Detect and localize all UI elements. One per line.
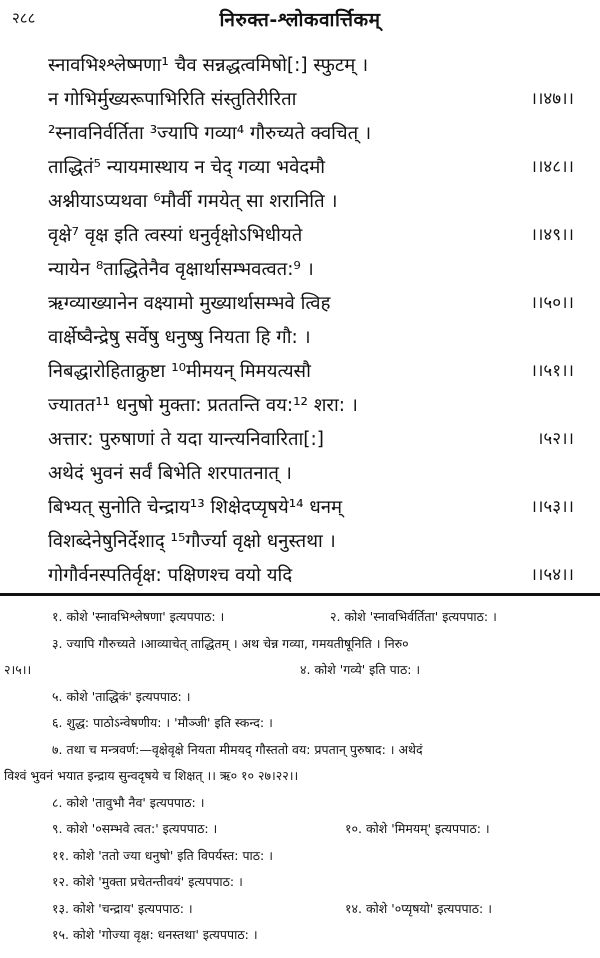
footnote-line xyxy=(0,763,600,790)
footnote-divider xyxy=(0,593,600,596)
page-number: २८८ xyxy=(12,9,36,27)
footnote-text: २. कोशे 'स्नावभिर्वर्तिता' इत्यपपाठ: । xyxy=(330,609,497,624)
verse-line xyxy=(0,560,600,594)
footnote-text: १५. कोशे 'गोज्या वृक्ष: धनस्तथा' इत्यपपाठ: । xyxy=(52,927,258,942)
footnote-text: ४. कोशे 'गव्ये' इति पाठ: । xyxy=(300,662,421,677)
verse-line xyxy=(0,322,600,356)
verse-line xyxy=(0,526,600,560)
footnote-line xyxy=(0,737,600,764)
page-header xyxy=(0,6,600,32)
verse-line xyxy=(0,424,600,458)
footnote-line xyxy=(0,896,600,923)
verse-number: ।।५०।। xyxy=(530,293,574,313)
footnote-text: ७. तथा च मन्त्रवर्ण:—वृक्षेवृक्षे नियता मीमयद् गौस्ततो वय: प्रपतान् पुरुषाद: । अथेदं xyxy=(52,741,423,757)
verse-text: अथेदं भुवनं सर्वं बिभेति शरपातनात् । xyxy=(48,463,292,484)
verse-text: ज्यातत¹¹ धनुषो मुक्ता: प्रततन्ति वय:¹² शरा: । xyxy=(48,395,358,416)
verse-number: ।५२।। xyxy=(536,429,574,449)
footnote-text: १४. कोशे '०प्यृषयो' इत्यपपाठ: । xyxy=(345,900,492,916)
footnote-text: ५. कोशे 'ताद्धिकं' इत्यपपाठ: । xyxy=(52,688,191,704)
footnote-line xyxy=(0,710,600,737)
footnote-line xyxy=(0,684,600,711)
verse-text: वार्क्षेष्वैन्द्रेषु सर्वेषु धनुष्षु नियता हि गौ: । xyxy=(48,327,311,348)
verse-text: ²स्नावनिर्वर्तिता ³ज्यापि गव्या⁴ गौरुच्यते क्वचित् । xyxy=(48,123,372,144)
footnote-text: ११. कोशे 'ततो ज्या धनुषो' इति विपर्यस्त: पाठ: । xyxy=(52,847,273,863)
footnote-text: १२. कोशे 'मुक्ता प्रचेतन्तीवयं' इत्यपपाठ: । xyxy=(52,874,243,889)
verse-text: न गोभिर्मुख्यरूपाभिरिति संस्तुतिरीरिता xyxy=(48,89,297,110)
footnote-line xyxy=(0,922,600,949)
footnote-text: २।५।। xyxy=(4,662,32,677)
footnotes-block xyxy=(0,604,600,949)
verse-line xyxy=(0,492,600,526)
verse-number: ।।५३।। xyxy=(530,497,574,517)
verse-line xyxy=(0,356,600,390)
footnote-text: ३. ज्यापि गौरुच्यते ।आव्याचेत् ताद्धितम् । अथ चेन्न गव्या, गमयतीषूनिति । निरु० xyxy=(52,635,409,651)
verse-text: ताद्धितं⁵ न्यायमास्थाय न चेद् गव्या भवेदमौ xyxy=(48,157,326,178)
footnote-line xyxy=(0,631,600,658)
verse-text: विशब्देनेषुनिर्देशाद् ¹⁵गौर्ज्या वृक्षो धनुस्तथा । xyxy=(48,531,336,552)
footnote-text: विश्वं भुवनं भयात इन्द्राय सुन्वदृषये च शिक्षत् ।। ऋ० १० २७।२२।। xyxy=(4,768,299,783)
verse-text: निबद्धारोहिताक्रुष्टा ¹⁰मीमयन् मिमयत्यसौ xyxy=(48,361,311,382)
footnote-text: १३. कोशे 'चन्द्राय' इत्यपपाठ: । xyxy=(52,900,193,916)
verse-line xyxy=(0,254,600,288)
verse-text: बिभ्यत् सुनोति चेन्द्राय¹³ शिक्षेदप्यृषये¹⁴ धनम् xyxy=(48,497,343,518)
verse-line xyxy=(0,118,600,152)
verse-line xyxy=(0,390,600,424)
verse-text: अश्नीयाऽप्यथवा ⁶मौर्वी गमयेत् सा शरानिति । xyxy=(48,191,338,212)
footnote-line xyxy=(0,790,600,817)
verse-line xyxy=(0,152,600,186)
verse-line xyxy=(0,458,600,492)
verse-number: ।।५४।। xyxy=(530,565,574,585)
footnote-text: १. कोशे 'स्नावभिश्लेषणा' इत्यपपाठ: । xyxy=(52,609,225,624)
footnote-text: ६. शुद्ध: पाठोऽन्वेषणीय: । 'मौञ्जी' इति स्कन्द: । xyxy=(52,715,273,730)
verse-block xyxy=(0,50,600,594)
verse-line xyxy=(0,84,600,118)
verse-line xyxy=(0,50,600,84)
verse-line xyxy=(0,220,600,254)
verse-text: स्नावभिश्श्लेष्मणा¹ चैव सन्नद्धत्वमिषो[:] स्फुटम् । xyxy=(48,55,369,76)
footnote-text: १०. कोशे 'मिमयम्' इत्यपपाठ: । xyxy=(345,821,490,836)
verse-text: वृक्षे⁷ वृक्ष इति त्वस्यां धनुर्वृक्षोऽभिधीयते xyxy=(48,225,303,246)
footnote-line xyxy=(0,869,600,896)
footnote-line xyxy=(0,843,600,870)
verse-text: न्यायेन ⁸ताद्धितेनैव वृक्षार्थासम्भवत्वत:⁹ । xyxy=(48,259,314,280)
footnote-line xyxy=(0,604,600,631)
footnote-text: ९. कोशे '०सम्भवे त्वत:' इत्यपपाठ: । xyxy=(52,821,218,836)
verse-number: ।।४९।। xyxy=(530,225,574,245)
verse-number: ।।४७।। xyxy=(530,89,574,109)
verse-text: ऋग्व्याख्यानेन वक्ष्यामो मुख्यार्थासम्भवे त्विह xyxy=(48,293,331,314)
page-title: निरुक्त-श्लोकवार्त्तिकम् xyxy=(219,9,381,31)
footnote-text: ८. कोशे 'तावुभौ नैव' इत्यपपाठ: । xyxy=(52,794,205,810)
verse-line xyxy=(0,186,600,220)
verse-number: ।।५१।। xyxy=(530,361,574,381)
verse-text: अत्तार: पुरुषाणां ते यदा यान्त्यनिवारिता[:] xyxy=(48,429,324,450)
footnote-line xyxy=(0,816,600,843)
verse-line xyxy=(0,288,600,322)
verse-text: गोगौर्वनस्पतिर्वृक्ष: पक्षिणश्च वयो यदि xyxy=(48,565,293,586)
footnote-line xyxy=(0,657,600,684)
verse-number: ।।४८।। xyxy=(530,157,574,177)
